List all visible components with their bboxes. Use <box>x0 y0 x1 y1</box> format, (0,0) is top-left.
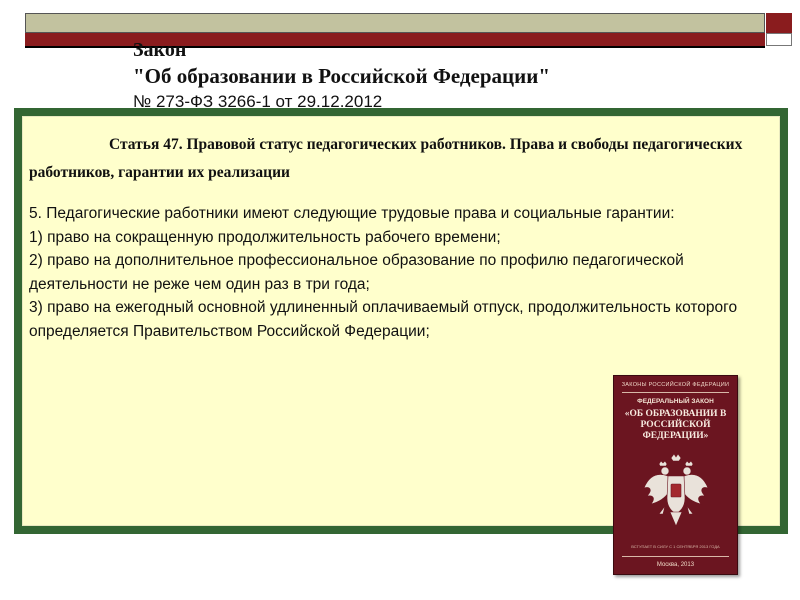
article-paragraph-2: 2) право на дополнительное профессиональное образование по профилю педагогической деятельности не реже чем один раз в три года; <box>29 252 684 293</box>
title-law-number: № 273-ФЗ 3266-1 от 29.12.2012 <box>133 92 383 108</box>
article-paragraph-intro: 5. Педагогические работники имеют следующие трудовые права и социальные гарантии: <box>29 205 675 222</box>
double-headed-eagle-icon <box>641 452 711 532</box>
book-title: «ОБ ОБРАЗОВАНИИ В РОССИЙСКОЙ ФЕДЕРАЦИИ» <box>624 409 727 441</box>
book-fine-print: ВСТУПАЕТ В СИЛУ С 1 СЕНТЯБРЯ 2013 ГОДА <box>631 544 720 549</box>
article-paragraph-1: 1) право на сокращенную продолжительность рабочего времени; <box>29 228 501 246</box>
book-kind-label: ФЕДЕРАЛЬНЫЙ ЗАКОН <box>637 398 714 405</box>
title-law-label: Закон <box>133 39 187 61</box>
book-rule-bottom <box>622 556 729 557</box>
slide-title <box>133 38 753 108</box>
book-imprint: Москва, 2013 <box>656 562 695 568</box>
book-cover-image <box>613 375 738 575</box>
top-decor-bar <box>25 13 765 33</box>
article-body <box>29 202 764 343</box>
book-series-label: ЗАКОНЫ РОССИЙСКОЙ ФЕДЕРАЦИИ <box>621 382 730 388</box>
book-rule-top <box>622 392 729 393</box>
corner-accent-block <box>766 13 792 33</box>
article-paragraph-3: 3) право на ежегодный основной удлиненный оплачиваемый отпуск, продолжительность которого определяется Правительством Российской Федерации; <box>29 299 738 340</box>
title-law-name: "Об образовании в Российской Федерации" <box>133 64 550 88</box>
corner-white-block <box>766 33 792 46</box>
article-heading: Статья 47. Правовой статус педагогических работников. Права и свободы педагогических работников, гарантии их реализации <box>29 136 743 181</box>
